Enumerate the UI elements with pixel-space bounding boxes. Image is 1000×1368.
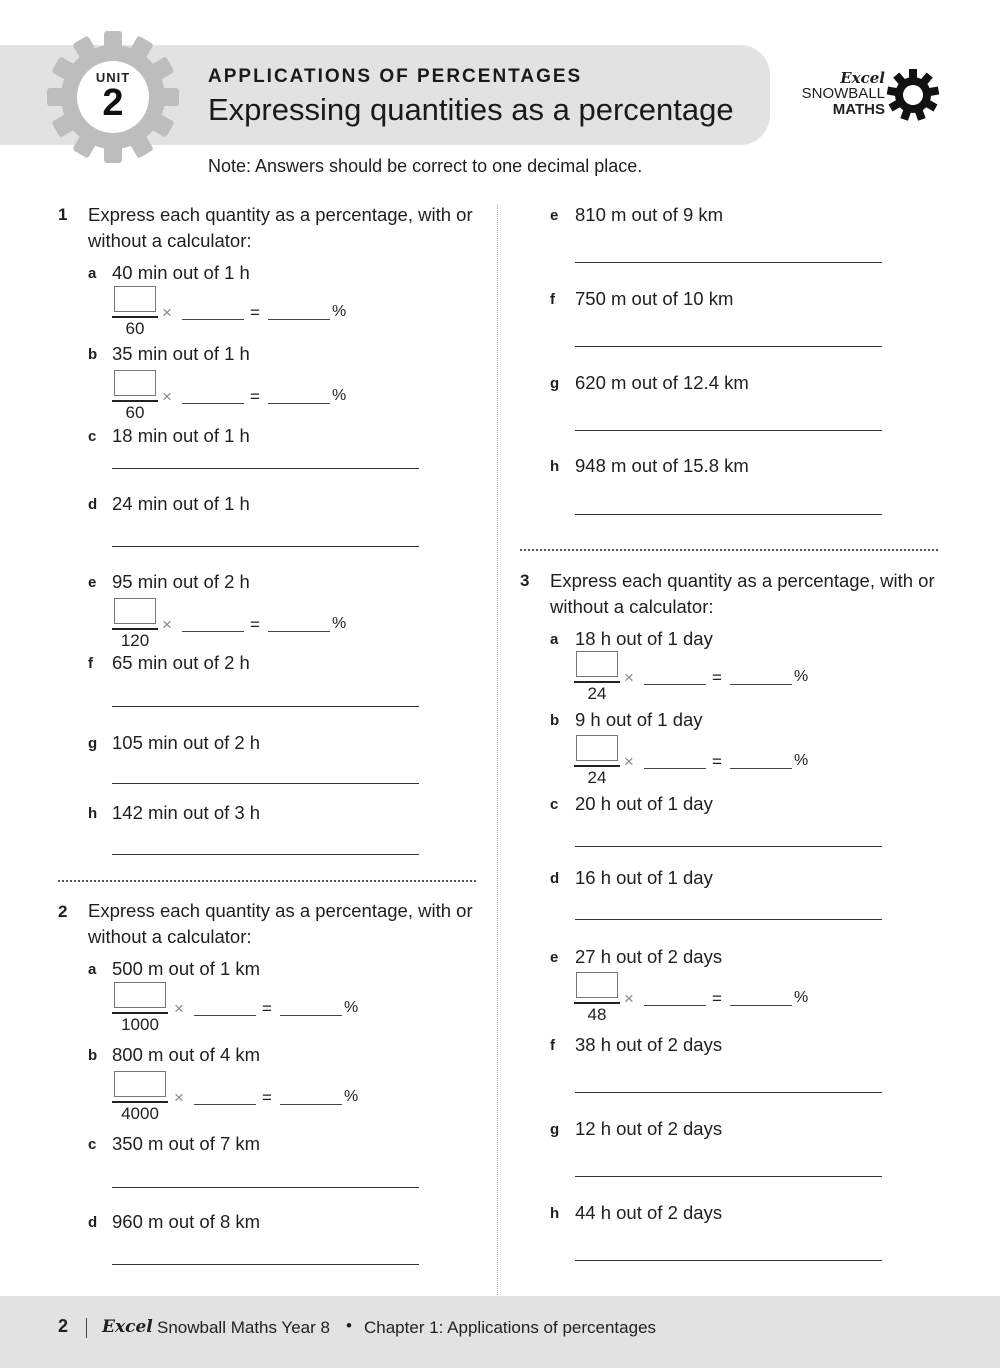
q2-item-text: 960 m out of 8 km — [112, 1211, 261, 1232]
times-sign: × — [624, 668, 634, 687]
multiplier-answer-line[interactable] — [644, 684, 706, 685]
question-2-text: Express each quantity as a percentage, with or without a calculator: — [88, 900, 473, 947]
footer-separator — [86, 1318, 87, 1338]
q1-item-letter: d — [88, 496, 98, 513]
q2-item-letter: a — [88, 961, 97, 978]
answer-line[interactable] — [575, 846, 882, 847]
denominator: 120 — [120, 631, 150, 650]
percent-sign: % — [332, 615, 347, 632]
q1-item-letter: b — [88, 346, 98, 363]
denominator: 48 — [587, 1005, 607, 1024]
equals-sign: = — [262, 1088, 272, 1107]
equals-sign: = — [250, 303, 260, 322]
denominator: 60 — [125, 319, 145, 338]
q3-item-text: 12 h out of 2 days — [575, 1118, 723, 1139]
denominator: 60 — [125, 403, 145, 422]
percent-answer-line[interactable] — [730, 768, 792, 769]
q1-item-text: 35 min out of 1 h — [112, 343, 250, 364]
percent-sign: % — [344, 1088, 359, 1105]
brand-line-maths: MATHS — [832, 101, 885, 118]
q2-item-letter: c — [88, 1136, 97, 1153]
q3-item-text: 44 h out of 2 days — [575, 1202, 723, 1223]
q2-item-letter: e — [550, 207, 559, 224]
footer-page-number: 2 — [58, 1316, 69, 1336]
q1-item-text: 142 min out of 3 h — [112, 802, 261, 823]
question-2-number: 2 — [58, 902, 68, 921]
footer-bullet: • — [346, 1316, 352, 1335]
answer-line[interactable] — [575, 430, 882, 431]
q1-item-letter: e — [88, 574, 97, 591]
times-sign: × — [162, 303, 172, 322]
equals-sign: = — [250, 615, 260, 634]
q3-item-letter: d — [550, 870, 560, 887]
percent-sign: % — [332, 303, 347, 320]
q3-item-text: 20 h out of 1 day — [575, 793, 713, 814]
times-sign: × — [162, 615, 172, 634]
times-sign: × — [162, 387, 172, 406]
q2-item-letter: h — [550, 458, 560, 475]
q3-item-letter: a — [550, 631, 559, 648]
brand-line-excel: Excel — [840, 69, 885, 87]
q1-item-letter: a — [88, 265, 97, 282]
brand-logo-text — [790, 70, 885, 118]
q3-item-text: 16 h out of 1 day — [575, 867, 713, 888]
equals-sign: = — [712, 989, 722, 1008]
q2-item-letter: f — [550, 291, 555, 308]
fraction-bar — [112, 628, 158, 630]
denominator: 24 — [587, 768, 607, 787]
q2-item-text: 620 m out of 12.4 km — [575, 372, 749, 393]
percent-answer-line[interactable] — [280, 1015, 342, 1016]
fraction-bar — [112, 1101, 168, 1103]
q1-item-text: 95 min out of 2 h — [112, 571, 250, 592]
times-sign: × — [624, 752, 634, 771]
percent-answer-line[interactable] — [280, 1104, 342, 1105]
page-title: Expressing quantities as a percentage — [208, 92, 734, 127]
answer-line[interactable] — [575, 919, 882, 920]
answer-line[interactable] — [112, 1264, 419, 1265]
q3-item-letter: b — [550, 712, 560, 729]
fraction-bar — [112, 1012, 168, 1014]
percent-sign: % — [794, 989, 809, 1006]
q1-item-text: 24 min out of 1 h — [112, 493, 250, 514]
answer-line[interactable] — [112, 1187, 419, 1188]
answer-line[interactable] — [575, 346, 882, 347]
unit-number: 2 — [102, 82, 124, 124]
answer-line[interactable] — [112, 706, 419, 707]
multiplier-answer-line[interactable] — [644, 1005, 706, 1006]
fraction-bar — [574, 681, 620, 683]
times-sign: × — [624, 989, 634, 1008]
question-3-number: 3 — [520, 571, 530, 590]
q2-item-letter: b — [88, 1047, 98, 1064]
percent-answer-line[interactable] — [268, 631, 330, 632]
answer-line[interactable] — [575, 1260, 882, 1261]
equals-sign: = — [262, 999, 272, 1018]
numerator-input-box[interactable] — [114, 982, 166, 1008]
q1-item-letter: h — [88, 805, 98, 822]
footer-series: Snowball Maths Year 8 — [157, 1318, 330, 1337]
fraction-bar — [112, 400, 158, 402]
q1-item-text: 40 min out of 1 h — [112, 262, 250, 283]
numerator-input-box[interactable] — [114, 1071, 166, 1097]
q1-item-letter: f — [88, 655, 93, 672]
q1-item-letter: g — [88, 735, 98, 752]
q2-item-text: 750 m out of 10 km — [575, 288, 734, 309]
q2-item-text: 350 m out of 7 km — [112, 1133, 261, 1154]
percent-answer-line[interactable] — [730, 684, 792, 685]
q3-item-letter: c — [550, 796, 559, 813]
q2-item-text: 500 m out of 1 km — [112, 958, 261, 979]
column-divider — [497, 205, 498, 1295]
multiplier-answer-line[interactable] — [194, 1015, 256, 1016]
instruction-note: Note: Answers should be correct to one decimal place. — [208, 156, 643, 176]
denominator: 1000 — [121, 1015, 159, 1034]
footer-brand: Excel — [102, 1317, 153, 1337]
q1-item-letter: c — [88, 428, 97, 445]
q3-item-text: 27 h out of 2 days — [575, 946, 723, 967]
numerator-input-box[interactable] — [576, 651, 618, 677]
denominator: 4000 — [121, 1104, 159, 1123]
q3-item-letter: f — [550, 1037, 555, 1054]
answer-line[interactable] — [112, 854, 419, 855]
q1-item-text: 65 min out of 2 h — [112, 652, 250, 673]
times-sign: × — [174, 1088, 184, 1107]
question-1-text: Express each quantity as a percentage, with or without a calculator: — [88, 204, 473, 251]
q3-item-text: 18 h out of 1 day — [575, 628, 713, 649]
denominator: 24 — [587, 684, 607, 703]
multiplier-answer-line[interactable] — [182, 403, 244, 404]
answer-line[interactable] — [575, 514, 882, 515]
footer-chapter: Chapter 1: Applications of percentages — [364, 1318, 657, 1337]
multiplier-answer-line[interactable] — [644, 768, 706, 769]
equals-sign: = — [712, 752, 722, 771]
numerator-input-box[interactable] — [576, 735, 618, 761]
q1-item-text: 18 min out of 1 h — [112, 425, 250, 446]
numerator-input-box[interactable] — [114, 286, 156, 312]
fraction-bar — [112, 316, 158, 318]
numerator-input-box[interactable] — [576, 972, 618, 998]
q3-item-letter: g — [550, 1121, 560, 1138]
answer-line[interactable] — [112, 783, 419, 784]
q2-item-text: 800 m out of 4 km — [112, 1044, 261, 1065]
multiplier-answer-line[interactable] — [182, 319, 244, 320]
percent-answer-line[interactable] — [268, 319, 330, 320]
percent-answer-line[interactable] — [268, 403, 330, 404]
percent-sign: % — [332, 387, 347, 404]
fraction-bar — [574, 765, 620, 767]
q2-item-letter: d — [88, 1214, 98, 1231]
section-divider — [520, 549, 938, 551]
numerator-input-box[interactable] — [114, 598, 156, 624]
multiplier-answer-line[interactable] — [194, 1104, 256, 1105]
q3-item-text: 38 h out of 2 days — [575, 1034, 723, 1055]
multiplier-answer-line[interactable] — [182, 631, 244, 632]
equals-sign: = — [250, 387, 260, 406]
q2-item-letter: g — [550, 375, 560, 392]
answer-line[interactable] — [575, 1092, 882, 1093]
q3-item-text: 9 h out of 1 day — [575, 709, 703, 730]
q2-item-text: 810 m out of 9 km — [575, 204, 724, 225]
fraction-bar — [574, 1002, 620, 1004]
percent-answer-line[interactable] — [730, 1005, 792, 1006]
chapter-title: APPLICATIONS OF PERCENTAGES — [208, 66, 583, 87]
equals-sign: = — [712, 668, 722, 687]
q3-item-letter: h — [550, 1205, 560, 1222]
answer-line[interactable] — [112, 546, 419, 547]
answer-line[interactable] — [575, 262, 882, 263]
q1-item-text: 105 min out of 2 h — [112, 732, 261, 753]
question-1-number: 1 — [58, 205, 68, 224]
numerator-input-box[interactable] — [114, 370, 156, 396]
brand-gear-icon — [886, 68, 940, 122]
percent-sign: % — [344, 999, 359, 1016]
q2-item-text: 948 m out of 15.8 km — [575, 455, 749, 476]
answer-line[interactable] — [575, 1176, 882, 1177]
q3-item-letter: e — [550, 949, 559, 966]
answer-line[interactable] — [112, 468, 419, 469]
percent-sign: % — [794, 668, 809, 685]
unit-label: UNIT — [95, 70, 131, 85]
question-3-text: Express each quantity as a percentage, with or without a calculator: — [550, 570, 935, 617]
brand-line-snowball: SNOWBALL — [801, 85, 885, 102]
percent-sign: % — [794, 752, 809, 769]
times-sign: × — [174, 999, 184, 1018]
section-divider — [58, 880, 476, 882]
